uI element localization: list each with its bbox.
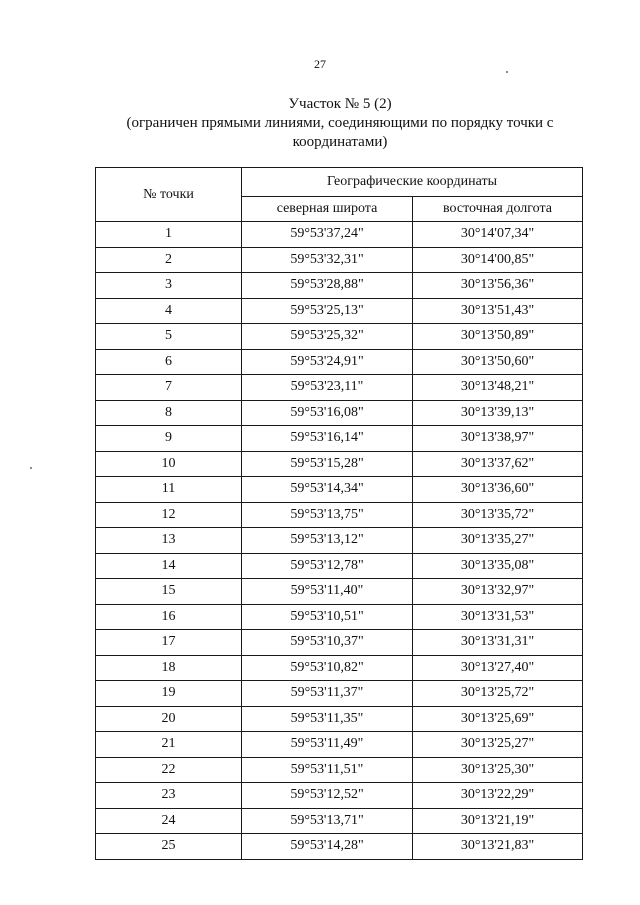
longitude-cell: 30°13'35,08" xyxy=(413,553,583,579)
latitude-cell: 59°53'10,51" xyxy=(242,604,413,630)
longitude-cell: 30°13'31,31" xyxy=(413,630,583,656)
latitude-cell: 59°53'14,28" xyxy=(242,834,413,860)
header-north-latitude: северная широта xyxy=(242,197,413,222)
longitude-cell: 30°14'00,85" xyxy=(413,247,583,273)
table-row xyxy=(96,222,583,248)
point-number-cell: 24 xyxy=(96,808,242,834)
latitude-cell: 59°53'13,71" xyxy=(242,808,413,834)
point-number-cell: 18 xyxy=(96,655,242,681)
longitude-cell: 30°13'25,72" xyxy=(413,681,583,707)
latitude-cell: 59°53'10,37" xyxy=(242,630,413,656)
section-title-line-2: (ограничен прямыми линиями, соединяющими по порядку точки с xyxy=(126,115,554,131)
longitude-cell: 30°13'37,62" xyxy=(413,451,583,477)
table-row xyxy=(96,528,583,554)
longitude-cell: 30°13'35,72" xyxy=(413,502,583,528)
coordinates-table xyxy=(95,167,583,860)
latitude-cell: 59°53'13,75" xyxy=(242,502,413,528)
table-row xyxy=(96,451,583,477)
latitude-cell: 59°53'25,32" xyxy=(242,324,413,350)
table-row xyxy=(96,298,583,324)
point-number-cell: 4 xyxy=(96,298,242,324)
table-row xyxy=(96,247,583,273)
point-number-cell: 14 xyxy=(96,553,242,579)
point-number-cell: 16 xyxy=(96,604,242,630)
table-row xyxy=(96,732,583,758)
longitude-cell: 30°13'27,40" xyxy=(413,655,583,681)
point-number-cell: 6 xyxy=(96,349,242,375)
table-row xyxy=(96,324,583,350)
latitude-cell: 59°53'11,40" xyxy=(242,579,413,605)
table-row xyxy=(96,681,583,707)
latitude-cell: 59°53'13,12" xyxy=(242,528,413,554)
table-row xyxy=(96,426,583,452)
point-number-cell: 17 xyxy=(96,630,242,656)
longitude-cell: 30°13'21,83" xyxy=(413,834,583,860)
table-row xyxy=(96,553,583,579)
header-geo-coordinates: Географические координаты xyxy=(242,168,583,197)
table-row xyxy=(96,579,583,605)
latitude-cell: 59°53'25,13" xyxy=(242,298,413,324)
latitude-cell: 59°53'11,51" xyxy=(242,757,413,783)
point-number-cell: 19 xyxy=(96,681,242,707)
point-number-cell: 22 xyxy=(96,757,242,783)
point-number-cell: 11 xyxy=(96,477,242,503)
table-row xyxy=(96,655,583,681)
longitude-cell: 30°13'31,53" xyxy=(413,604,583,630)
latitude-cell: 59°53'15,28" xyxy=(242,451,413,477)
latitude-cell: 59°53'24,91" xyxy=(242,349,413,375)
table-row xyxy=(96,273,583,299)
longitude-cell: 30°13'50,89" xyxy=(413,324,583,350)
section-title-line-3: координатами) xyxy=(292,134,388,150)
point-number-cell: 25 xyxy=(96,834,242,860)
longitude-cell: 30°13'32,97" xyxy=(413,579,583,605)
point-number-cell: 2 xyxy=(96,247,242,273)
coordinates-table-body xyxy=(96,222,583,860)
header-point-number: № точки xyxy=(96,168,242,222)
table-row xyxy=(96,349,583,375)
longitude-cell: 30°13'50,60" xyxy=(413,349,583,375)
point-number-cell: 15 xyxy=(96,579,242,605)
latitude-cell: 59°53'28,88" xyxy=(242,273,413,299)
point-number-cell: 3 xyxy=(96,273,242,299)
latitude-cell: 59°53'32,31" xyxy=(242,247,413,273)
table-row xyxy=(96,834,583,860)
table-row xyxy=(96,757,583,783)
point-number-cell: 8 xyxy=(96,400,242,426)
longitude-cell: 30°13'25,27" xyxy=(413,732,583,758)
table-row xyxy=(96,808,583,834)
point-number-cell: 13 xyxy=(96,528,242,554)
longitude-cell: 30°13'38,97" xyxy=(413,426,583,452)
longitude-cell: 30°13'25,69" xyxy=(413,706,583,732)
longitude-cell: 30°13'36,60" xyxy=(413,477,583,503)
latitude-cell: 59°53'14,34" xyxy=(242,477,413,503)
longitude-cell: 30°13'22,29" xyxy=(413,783,583,809)
point-number-cell: 5 xyxy=(96,324,242,350)
section-title-line-1: Участок № 5 (2) xyxy=(288,96,392,112)
latitude-cell: 59°53'16,14" xyxy=(242,426,413,452)
longitude-cell: 30°14'07,34" xyxy=(413,222,583,248)
table-row xyxy=(96,783,583,809)
point-number-cell: 7 xyxy=(96,375,242,401)
latitude-cell: 59°53'12,52" xyxy=(242,783,413,809)
point-number-cell: 10 xyxy=(96,451,242,477)
table-row xyxy=(96,630,583,656)
section-title xyxy=(60,95,620,152)
point-number-cell: 21 xyxy=(96,732,242,758)
table-row xyxy=(96,400,583,426)
latitude-cell: 59°53'23,11" xyxy=(242,375,413,401)
latitude-cell: 59°53'11,35" xyxy=(242,706,413,732)
page-number: 27 xyxy=(314,57,326,71)
longitude-cell: 30°13'56,36" xyxy=(413,273,583,299)
scan-speck xyxy=(506,71,508,73)
scan-speck xyxy=(30,467,32,469)
longitude-cell: 30°13'25,30" xyxy=(413,757,583,783)
longitude-cell: 30°13'35,27" xyxy=(413,528,583,554)
point-number-cell: 20 xyxy=(96,706,242,732)
latitude-cell: 59°53'12,78" xyxy=(242,553,413,579)
latitude-cell: 59°53'11,49" xyxy=(242,732,413,758)
point-number-cell: 23 xyxy=(96,783,242,809)
longitude-cell: 30°13'21,19" xyxy=(413,808,583,834)
table-row xyxy=(96,375,583,401)
latitude-cell: 59°53'10,82" xyxy=(242,655,413,681)
header-east-longitude: восточная долгота xyxy=(413,197,583,222)
longitude-cell: 30°13'48,21" xyxy=(413,375,583,401)
point-number-cell: 12 xyxy=(96,502,242,528)
table-row xyxy=(96,477,583,503)
table-row xyxy=(96,604,583,630)
longitude-cell: 30°13'39,13" xyxy=(413,400,583,426)
latitude-cell: 59°53'11,37" xyxy=(242,681,413,707)
longitude-cell: 30°13'51,43" xyxy=(413,298,583,324)
latitude-cell: 59°53'16,08" xyxy=(242,400,413,426)
table-row xyxy=(96,502,583,528)
point-number-cell: 9 xyxy=(96,426,242,452)
latitude-cell: 59°53'37,24" xyxy=(242,222,413,248)
point-number-cell: 1 xyxy=(96,222,242,248)
table-row xyxy=(96,706,583,732)
